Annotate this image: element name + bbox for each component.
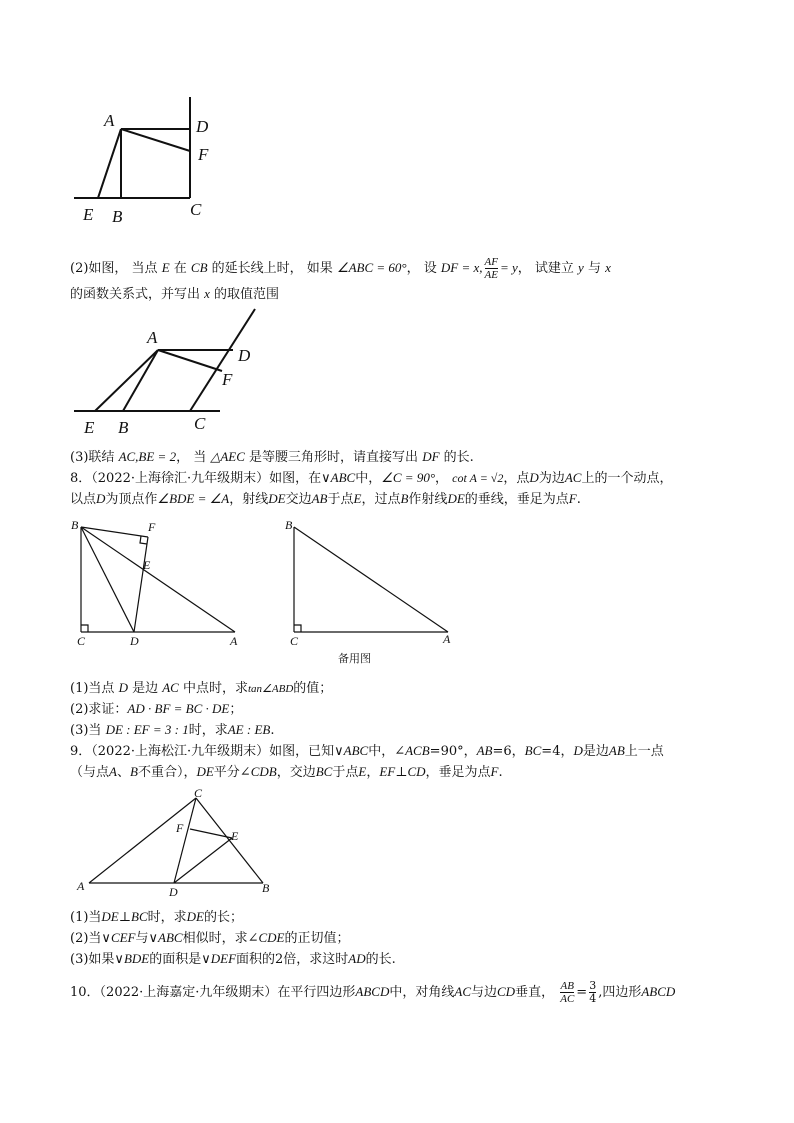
label-B: B <box>285 518 293 532</box>
label-A: A <box>147 328 158 347</box>
label-A: A <box>230 634 238 648</box>
q9-sub-1: (1)当DE⊥BC时，求DE的长； <box>70 909 243 925</box>
question-8-line1: 8．（2022·上海徐汇·九年级期末）如图，在∨ABC中，∠C = 90°， cot A = √2，点D为边AC上的一个动点， <box>70 470 673 486</box>
q9-sub-2: (2)当∨CEF与∨ABC相似时，求∠CDE的正切值； <box>70 930 350 946</box>
label-B: B <box>71 518 79 532</box>
label-B: B <box>118 418 129 435</box>
question-9-line2: （与点A、B不重合），DE平分∠CDB，交边BC于点E，EF⊥CD，垂足为点F. <box>70 764 503 780</box>
label-E: E <box>231 829 239 843</box>
question-10: 10．（2022·上海嘉定·九年级期末）在平行四边形ABCD中，对角线AC与边CD垂直， $\frac{AB}{AC}$ = $\frac{3}{4}$ ,四边形ABCD <box>70 979 676 1005</box>
label-C: C <box>77 634 86 648</box>
label-C: C <box>194 786 203 800</box>
q9-sub-3: (3)如果∨BDE的面积是∨DEF面积的2倍，求这时AD的长. <box>70 951 396 967</box>
figure-1 <box>60 90 240 230</box>
label-F: F <box>148 520 156 534</box>
label-C: C <box>194 414 206 433</box>
label-C: C <box>190 200 202 219</box>
label-D: D <box>130 634 139 648</box>
label-E: E <box>143 558 151 572</box>
figure-q9 <box>70 782 290 902</box>
label-F: F <box>222 370 233 389</box>
label-F: F <box>176 821 184 835</box>
label-D: D <box>196 117 209 136</box>
question-9-line1: 9．（2022·上海松江·九年级期末）如图，已知∨ABC中，∠ACB=90°，AB=6，BC=4，D是边AB上一点 <box>70 743 664 759</box>
q8-sub-3: (3)当 DE : EF = 3 : 1时，求AE : EB. <box>70 722 275 738</box>
figure-q8-main <box>68 515 248 650</box>
question-part-2-line1: (2)如图， 当点 E 在 CB 的延长线上时， 如果 ∠ABC = 60°， 设 DF = x, $\frac{AF}{AE}$ = y， 试建立 y 与 x <box>70 256 611 281</box>
q8-sub-1: (1)当点 D 是边 AC 中点时，求tan∠ABD的值； <box>70 680 333 696</box>
label-C: C <box>290 634 299 648</box>
question-8-line2: 以点D为顶点作∠BDE = ∠A，射线DE交边AB于点E，过点B作射线DE的垂线，垂足为点F. <box>70 491 581 507</box>
question-part-3: (3)联结 AC,BE = 2， 当 △AEC 是等腰三角形时，请直接写出 DF 的长. <box>70 449 474 465</box>
figure-q8-backup <box>280 515 470 670</box>
q8-sub-2: (2)求证：AD · BF = BC · DE； <box>70 701 243 717</box>
label-B: B <box>262 881 270 895</box>
figure-2 <box>60 305 280 435</box>
label-D: D <box>169 885 178 899</box>
label-B: B <box>112 207 123 226</box>
label-E: E <box>84 418 95 435</box>
label-A: A <box>77 879 85 893</box>
question-part-2-line2: 的函数关系式，并写出 x 的取值范围 <box>70 286 280 302</box>
label-A: A <box>104 111 115 130</box>
label-A: A <box>443 632 451 646</box>
label-D: D <box>238 346 251 365</box>
backup-figure-caption: 备用图 <box>338 652 371 665</box>
label-E: E <box>83 205 94 224</box>
label-F: F <box>198 145 209 164</box>
